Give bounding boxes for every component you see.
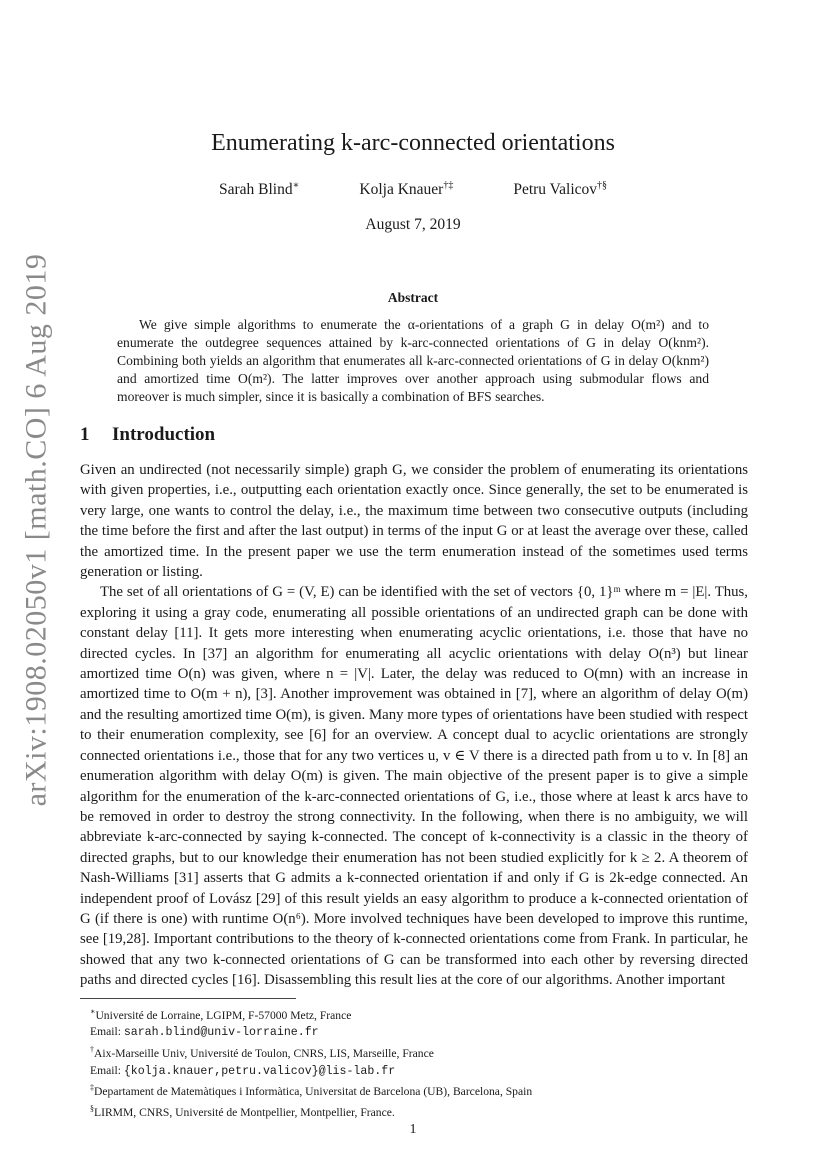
email-address[interactable]: {kolja.knauer,petru.valicov}@lis-lab.fr <box>123 1064 396 1078</box>
footnote <box>80 1042 748 1062</box>
footnote-mark: † <box>90 1045 94 1055</box>
paper-title: Enumerating k-arc-connected orientations <box>211 130 615 156</box>
footnote-email-line <box>80 1024 748 1042</box>
body-text <box>80 460 748 991</box>
footnote <box>80 1101 748 1121</box>
paragraph: The set of all orientations of G = (V, E) can be identified with the set of vectors {0, 1}ᵐ where m = |E|. Thus, exploring it using a gray code, enumerating all possible orientations of an undirected graph can be done with constant delay [11]. It gets more interesting when enumerating acyclic orientations, i.e. those that have no directed cycles. In [37] an algorithm for enumerating all acyclic orientations with delay O(n³) but linear amortized time O(n) was given, where n = |V|. Later, the delay was reduced to O(mn) with an increase in amortized time to O(m + n), [3]. Another improvement was obtained in [7], where an algorithm of delay O(m) and the resulting amortized time O(m), is given. Many more types of orientations have been studied with respect to their enumeration complexity, see [6] for an overview. A concept dual to acyclic orientations are strongly connected orientations i.e., those that for any two vertices u, v ∈ V there is a directed path from u to v. In [8] an enumeration algorithm with delay O(m) is given. The main objective of the present paper is to give a simple algorithm for the enumeration of the k-arc-connected orientations of G, i.e., those where at least k arcs have to be removed in order to destroy the strong connectivity. In the following, when there is no ambiguity, we will abbreviate k-arc-connected by saying k-connected. The concept of k-connectivity is a classic in the theory of directed graphs, but to our knowledge their enumeration has not been studied explicitly for k ≥ 2. A theorem of Nash-Williams [31] asserts that G admits a k-connected orientation if and only if G is 2k-edge connected. An independent proof of Lovász [29] of this result yields an easy algorithm to produce a k-connected orientation of G (if there is one) with runtime O(n⁶). More involved techniques have been developed to improve this runtime, see [19,28]. Important contributions to the theory of k-connected orientations come from Frank. In particular, he showed that any two k-connected orientations of G can be transformed into each other by reversing directed paths and directed cycles [16]. Disassembling this result lies at the core of our algorithms. Another important <box>80 584 748 989</box>
abstract-heading: Abstract <box>387 290 439 305</box>
author-affiliation-marks: ∗ <box>292 180 300 191</box>
arxiv-identifier: arXiv:1908.02050v1 [math.CO] 6 Aug 2019 <box>19 253 53 807</box>
footnote <box>80 1080 748 1100</box>
footnote <box>80 1004 748 1024</box>
section-number: 1 <box>80 424 90 445</box>
footnote-affiliation: Departament de Matemàtiques i Informàtica, Universitat de Barcelona (UB), Barcelona, Spain <box>94 1084 533 1098</box>
footnote-email-line <box>80 1063 748 1081</box>
author-name: Kolja Knauer <box>359 181 444 199</box>
arxiv-sidebar <box>14 253 58 807</box>
author <box>513 180 607 199</box>
paragraph: Given an undirected (not necessarily simple) graph G, we consider the problem of enumerating its orientations with given properties, i.e., outputting each orientation exactly once. Since generally, the set to be enumerated is very large, one wants to control the delay, i.e., the maximum time between two consecutive outputs (including the time before the first and after the last output) in terms of the input G or at least the average over these, called the amortized time. In the present paper we use the term enumeration instead of the sometimes used terms generation or listing. <box>80 462 748 581</box>
footnote-mark: ‡ <box>90 1083 94 1093</box>
footnote-rule <box>80 998 296 999</box>
section-heading <box>80 424 215 446</box>
author <box>219 180 299 199</box>
author-name: Sarah Blind <box>218 181 293 199</box>
footnote-affiliation: Aix-Marseille Univ, Université de Toulon, CNRS, LIS, Marseille, France <box>94 1046 434 1060</box>
section-title: Introduction <box>112 424 216 445</box>
author-affiliation-marks: †‡ <box>443 180 454 191</box>
author <box>359 180 453 199</box>
footnote-mark: § <box>90 1103 94 1113</box>
footnotes <box>80 1004 748 1121</box>
email-label: Email: <box>90 1063 124 1077</box>
footnote-affiliation: Université de Lorraine, LGIPM, F-57000 Metz, France <box>95 1008 352 1022</box>
email-label: Email: <box>90 1025 124 1039</box>
paper-date: August 7, 2019 <box>365 216 461 233</box>
author-name: Petru Valicov <box>513 181 598 199</box>
page-number: 1 <box>409 1122 417 1137</box>
author-list <box>0 180 826 199</box>
email-address[interactable]: sarah.blind@univ-lorraine.fr <box>123 1026 319 1040</box>
abstract-text: We give simple algorithms to enumerate the α-orientations of a graph G in delay O(m²) and to enumerate the outdegree sequences attained by k-arc-connected orientations of G in delay O(knm²). Combining both yields an algorithm that enumerates all k-arc-connected orientations of G in delay O(knm²) and amortized time O(m²). The latter improves over another approach using submodular flows and moreover is much simpler, since it is basically a combination of BFS searches. <box>117 317 709 404</box>
footnote-mark: ∗ <box>90 1007 96 1016</box>
footnote-affiliation: LIRMM, CNRS, Université de Montpellier, Montpellier, France. <box>94 1105 395 1119</box>
author-affiliation-marks: †§ <box>597 180 608 191</box>
